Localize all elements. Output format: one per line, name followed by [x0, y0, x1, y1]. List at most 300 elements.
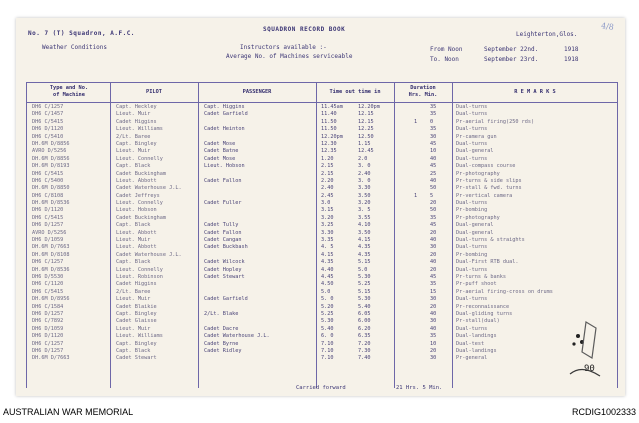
- table-row: [16, 207, 625, 214]
- table-row: [16, 259, 625, 266]
- cell-type: DH6 D/1257: [32, 310, 64, 317]
- cell-mins: 5: [430, 192, 434, 199]
- cell-time-out: 7.10: [321, 347, 334, 354]
- cell-mins: 50: [430, 185, 437, 192]
- cell-time-in: 12.15: [358, 118, 374, 125]
- book-title: SQUADRON RECORD BOOK: [263, 26, 346, 33]
- cell-time-in: 3.20: [358, 200, 371, 207]
- table-row: [16, 244, 625, 251]
- cell-pilot: Capt. Black: [116, 163, 151, 170]
- cell-type: DH6 D/1120: [32, 207, 64, 214]
- cell-remarks: Pr-vertical camera: [456, 192, 513, 199]
- cell-pilot: Lieut. Muir: [116, 237, 151, 244]
- cell-time-out: 5.0: [321, 288, 331, 295]
- cell-mins: 0: [430, 118, 434, 125]
- cell-time-out: 12.35: [321, 148, 337, 155]
- cell-time-out: 2.15: [321, 170, 334, 177]
- cell-mins: 30: [430, 296, 437, 303]
- cell-type: DH.6M D/8536: [32, 266, 70, 273]
- cell-type: DH6 D/5530: [32, 273, 64, 280]
- cell-time-in: 4.35: [358, 251, 371, 258]
- cell-passenger: Cadet Ridley: [204, 347, 242, 354]
- cell-mins: 10: [430, 340, 437, 347]
- cell-remarks: Dual-landings: [456, 347, 497, 354]
- cell-time-in: 12.50: [358, 133, 374, 140]
- col-type-line1: Type and No.: [49, 85, 89, 91]
- cell-mins: 20: [430, 303, 437, 310]
- cell-passenger: Cadet Fuller: [204, 200, 242, 207]
- cell-type: DH6 D/1257: [32, 347, 64, 354]
- cell-remarks: Dual-turns: [456, 244, 488, 251]
- cell-passenger: Cadet Wilcock: [204, 259, 245, 266]
- table-row: [16, 296, 625, 303]
- cell-pilot: Lieut. Muir: [116, 296, 151, 303]
- cell-type: DH.6M D/8193: [32, 163, 70, 170]
- table-row: [16, 215, 625, 222]
- cell-type: AVRO D/5256: [32, 229, 67, 236]
- cell-type: DH6 C/5415: [32, 214, 64, 221]
- cell-time-in: 5.0: [358, 266, 368, 273]
- cell-type: DH6 C/1257: [32, 340, 64, 347]
- cell-pilot: Cadet Buckingham: [116, 214, 166, 221]
- cell-pilot: Lieut. Williams: [116, 333, 163, 340]
- cell-type: DH6 D/1059: [32, 325, 64, 332]
- table-top-rule: [26, 82, 618, 83]
- cell-mins: 30: [430, 355, 437, 362]
- weather-label: Weather Conditions: [42, 44, 108, 51]
- cell-time-out: 2.40: [321, 185, 334, 192]
- cell-mins: 50: [430, 207, 437, 214]
- cell-time-out: 5.40: [321, 325, 334, 332]
- cell-remarks: Pr-reconnaissance: [456, 303, 510, 310]
- table-row: [16, 148, 625, 155]
- col-duration-line1: Duration: [410, 85, 436, 91]
- cell-time-in: 3.55: [358, 214, 371, 221]
- cell-time-out: 2.20: [321, 177, 334, 184]
- instructors-label: Instructors available :-: [240, 44, 327, 51]
- table-row: [16, 304, 625, 311]
- handwritten-note: 4/8: [600, 21, 615, 32]
- table-row: [16, 171, 625, 178]
- cell-time-in: 12.20pm: [358, 104, 380, 110]
- table-row: [16, 289, 625, 296]
- ink-stamp: [566, 318, 606, 388]
- cell-mins: 40: [430, 177, 437, 184]
- cell-pilot: Lieut. Abbott: [116, 177, 157, 184]
- cell-time-in: 3.30: [358, 185, 371, 192]
- cell-remarks: Pr-aerial firing-cross on drums: [456, 288, 553, 295]
- col-type-line2: of Machine: [53, 92, 85, 98]
- table-row: [16, 348, 625, 355]
- cell-mins: 40: [430, 310, 437, 317]
- cell-time-out: 4. 5: [321, 244, 334, 251]
- cell-type: DH6 C/8108: [32, 192, 64, 199]
- cell-remarks: Dual-gliding turns: [456, 310, 513, 317]
- cell-remarks: Dual-turns: [456, 140, 488, 147]
- cell-type: DH6 C/1584: [32, 303, 64, 310]
- cell-pilot: Lieut. Connelly: [116, 155, 163, 162]
- cell-type: DH6 C/7892: [32, 318, 64, 325]
- cell-time-in: 5.25: [358, 281, 371, 288]
- cell-time-in: 12.15: [358, 111, 374, 118]
- cell-mins: 45: [430, 163, 437, 170]
- cell-passenger: Cadet Fallon: [204, 177, 242, 184]
- table-row: [16, 126, 625, 133]
- cell-time-in: 6.35: [358, 333, 371, 340]
- cell-time-in: 4.10: [358, 222, 371, 229]
- location: Leighterton,Glos.: [516, 31, 578, 38]
- squadron-name: No. 7 (T) Squadron, A.F.C.: [28, 30, 135, 37]
- table-row: [16, 311, 625, 318]
- average-label: Average No. of Machines serviceable: [226, 53, 353, 60]
- table-row: [16, 326, 625, 333]
- table-row: [16, 237, 625, 244]
- cell-time-in: 6.20: [358, 325, 371, 332]
- cell-mins: 35: [430, 104, 437, 110]
- cell-passenger: Cadet Cangan: [204, 237, 242, 244]
- cell-pilot: Cadet Blaikie: [116, 303, 157, 310]
- cell-time-in: 2.40: [358, 170, 371, 177]
- cell-passenger: 2/Lt. Blake: [204, 310, 239, 317]
- cell-time-in: 1.15: [358, 140, 371, 147]
- cell-type: DH6 C/5415: [32, 170, 64, 177]
- cell-mins: 15: [430, 288, 437, 295]
- cell-time-out: 4.45: [321, 273, 334, 280]
- table-row: [16, 119, 625, 126]
- cell-time-out: 12.20pm: [321, 133, 343, 140]
- cell-type: DH6 D/1059: [32, 237, 64, 244]
- col-time: Time out time in: [329, 89, 381, 95]
- cell-time-out: 3.30: [321, 229, 334, 236]
- cell-time-out: 4.15: [321, 251, 334, 258]
- table-row: [16, 318, 625, 325]
- cell-pilot: Lieut. Abbott: [116, 229, 157, 236]
- cell-remarks: Pr-camera gun: [456, 133, 497, 140]
- table-row: [16, 355, 625, 362]
- table-row: [16, 200, 625, 207]
- cell-remarks: Pr-aerial firing(250 rds): [456, 118, 535, 125]
- cell-pilot: Lieut. Williams: [116, 126, 163, 133]
- cell-pilot: Capt. Bingley: [116, 310, 157, 317]
- cell-time-out: 4.35: [321, 259, 334, 266]
- cell-mins: 35: [430, 333, 437, 340]
- cell-remarks: Dual-turns: [456, 155, 488, 162]
- cell-type: DH6 C/5415: [32, 288, 64, 295]
- cell-remarks: Pr-general: [456, 355, 488, 362]
- table-row: [16, 252, 625, 259]
- cell-time-in: 4.15: [358, 237, 371, 244]
- cell-type: DH6 C/1257: [32, 259, 64, 266]
- from-date: September 22nd.: [484, 46, 539, 53]
- cell-time-out: 3.35: [321, 237, 334, 244]
- cell-pilot: Capt. Black: [116, 347, 151, 354]
- cell-mins: 45: [430, 140, 437, 147]
- table-row: [16, 193, 625, 200]
- cell-time-in: 5.40: [358, 303, 371, 310]
- cell-type: DH6 C/1457: [32, 111, 64, 118]
- cell-pilot: Cadet Waterhouse J.L.: [116, 185, 182, 192]
- cell-time-in: 7.40: [358, 355, 371, 362]
- cell-type: DH.6M D/8108: [32, 251, 70, 258]
- cell-time-in: 5.30: [358, 296, 371, 303]
- cell-remarks: Pr-turns & side slips: [456, 177, 522, 184]
- cell-passenger: Cadet Tully: [204, 222, 239, 229]
- cell-type: DH.6M D/8856: [32, 140, 70, 147]
- cell-time-out: 11.45am: [321, 104, 343, 110]
- table-row: [16, 230, 625, 237]
- to-year: 1918: [564, 56, 579, 63]
- cell-hrs: 1: [414, 118, 418, 125]
- to-label: To. Noon: [430, 56, 459, 63]
- cell-time-out: 4.50: [321, 281, 334, 288]
- cell-type: DH.6M D/8956: [32, 296, 70, 303]
- cell-time-out: 11.50: [321, 118, 337, 125]
- cell-passenger: Cadet Stewart: [204, 273, 245, 280]
- cell-remarks: Dual-turns: [456, 325, 488, 332]
- cell-time-in: 5.15: [358, 259, 371, 266]
- cell-remarks: Pr-stall(dual): [456, 318, 500, 325]
- table-row: [16, 281, 625, 288]
- cell-pilot: Cadet Waterhouse J.L.: [116, 251, 182, 258]
- cell-type: DH6 D/1120: [32, 333, 64, 340]
- cell-remarks: Pr-stall & fwd. turns: [456, 185, 522, 192]
- table-row: [16, 274, 625, 281]
- cell-remarks: Dual-turns & straights: [456, 237, 525, 244]
- cell-pilot: Lieut. Muir: [116, 148, 151, 155]
- cell-passenger: Cadet Fallon: [204, 229, 242, 236]
- cell-type: DH.6M D/7663: [32, 355, 70, 362]
- table-row: [16, 141, 625, 148]
- cell-remarks: Dual-turns: [456, 126, 488, 133]
- cell-type: DH.6M D/8856: [32, 155, 70, 162]
- cell-mins: 25: [430, 170, 437, 177]
- cell-mins: 20: [430, 266, 437, 273]
- cell-passenger: Cadet Buckbash: [204, 244, 248, 251]
- cell-pilot: 2/Lt. Baree: [116, 288, 151, 295]
- cell-pilot: Lieut. Connelly: [116, 266, 163, 273]
- cell-pilot: Cadet Jeffreys: [116, 192, 160, 199]
- cell-remarks: Dual-general: [456, 148, 494, 155]
- cell-time-in: 3. 5: [358, 207, 371, 214]
- cell-pilot: Lieut. Hobson: [116, 207, 157, 214]
- cell-mins: 30: [430, 244, 437, 251]
- cell-type: DH6 C/5410: [32, 133, 64, 140]
- cell-hrs: 1: [414, 192, 418, 199]
- cell-time-out: 5.20: [321, 303, 334, 310]
- cell-remarks: Pr-photography: [456, 214, 500, 221]
- cell-remarks: Dual-First RTB dual.: [456, 259, 519, 266]
- cell-pilot: Lieut. Connelly: [116, 200, 163, 207]
- cell-time-out: 6. 0: [321, 333, 334, 340]
- cell-pilot: Capt. Bingley: [116, 340, 157, 347]
- cell-mins: 40: [430, 325, 437, 332]
- cell-mins: 45: [430, 273, 437, 280]
- cell-passenger: Capt. Higgins: [204, 104, 245, 110]
- cell-type: DH.6M D/7663: [32, 244, 70, 251]
- cell-pilot: Capt. Heckley: [116, 104, 157, 110]
- stamp-number: 90: [584, 364, 595, 374]
- cell-type: DH6 C/5415: [32, 118, 64, 125]
- cell-remarks: Dual-compass course: [456, 163, 516, 170]
- cell-passenger: Cadet Batne: [204, 148, 239, 155]
- cell-mins: 40: [430, 237, 437, 244]
- cell-pilot: Lieut. Muir: [116, 325, 151, 332]
- cell-pilot: Cadet Glaisse: [116, 318, 157, 325]
- table-row: [16, 111, 625, 118]
- cell-passenger: Cadet Heinton: [204, 126, 245, 133]
- cell-time-out: 7.10: [321, 355, 334, 362]
- cell-type: DH6 C/5400: [32, 177, 64, 184]
- cell-remarks: Pr-photography: [456, 170, 500, 177]
- cell-type: DH6 D/1120: [32, 126, 64, 133]
- from-label: From Noon: [430, 46, 463, 53]
- cell-passenger: Cadet Garfield: [204, 111, 248, 118]
- cell-mins: 20: [430, 200, 437, 207]
- cell-remarks: Dual-landings: [456, 333, 497, 340]
- cell-passenger: Cadet Mose: [204, 140, 236, 147]
- table-row: [16, 333, 625, 340]
- credit-right: RCDIG1002333: [571, 407, 636, 417]
- cell-remarks: Dual-general: [456, 229, 494, 236]
- cell-type: DH.6M D/8850: [32, 185, 70, 192]
- record-book-page: [16, 18, 625, 396]
- cell-time-out: 12.30: [321, 140, 337, 147]
- cell-mins: 35: [430, 126, 437, 133]
- cell-pilot: Capt. Black: [116, 222, 151, 229]
- cell-mins: 45: [430, 222, 437, 229]
- cell-remarks: Pr-puff shoot: [456, 281, 497, 288]
- col-pilot: PILOT: [146, 89, 162, 95]
- table-row: [16, 104, 625, 111]
- flight-log-table: [16, 104, 625, 363]
- cell-time-out: 3.15: [321, 207, 334, 214]
- cell-pilot: Cadet Higgins: [116, 281, 157, 288]
- cell-time-out: 3.20: [321, 214, 334, 221]
- col-remarks: R E M A R K S: [514, 89, 556, 95]
- cell-passenger: Cadet Hopley: [204, 266, 242, 273]
- cell-remarks: Pr-turns & banks: [456, 273, 506, 280]
- cell-time-in: 12.45: [358, 148, 374, 155]
- cell-mins: 20: [430, 229, 437, 236]
- table-row: [16, 267, 625, 274]
- cell-passenger: Lieut. Hobson: [204, 163, 245, 170]
- cell-mins: 35: [430, 281, 437, 288]
- to-date: September 23rd.: [484, 56, 539, 63]
- cell-type: DH6 C/1120: [32, 281, 64, 288]
- cell-pilot: Capt. Bingley: [116, 140, 157, 147]
- cell-remarks: Dual-turns: [456, 266, 488, 273]
- cell-type: AVRO D/5256: [32, 148, 67, 155]
- cell-mins: 40: [430, 259, 437, 266]
- carried-forward-label: Carried forward: [296, 385, 346, 391]
- cell-time-in: 7.20: [358, 340, 371, 347]
- cell-pilot: Cadet Stewart: [116, 355, 157, 362]
- cell-type: DH6 C/1257: [32, 104, 64, 110]
- cell-time-in: 7.30: [358, 347, 371, 354]
- table-row: [16, 178, 625, 185]
- cell-pilot: Cadet Higgins: [116, 118, 157, 125]
- cell-type: DH.6M D/8536: [32, 200, 70, 207]
- cell-remarks: Pr-bombing: [456, 251, 488, 258]
- cell-time-in: 5.15: [358, 288, 371, 295]
- cell-mins: 30: [430, 318, 437, 325]
- cell-pilot: Cadet Buckingham: [116, 170, 166, 177]
- cell-passenger: Cadet Dacre: [204, 325, 239, 332]
- cell-time-in: 3.50: [358, 229, 371, 236]
- cell-time-in: 2.0: [358, 155, 368, 162]
- cell-passenger: Cadet Byrne: [204, 340, 239, 347]
- cell-time-in: 6.00: [358, 318, 371, 325]
- cell-mins: 35: [430, 111, 437, 118]
- cell-remarks: Dual-test: [456, 340, 485, 347]
- cell-time-out: 11.40: [321, 111, 337, 118]
- cell-time-in: 4.35: [358, 244, 371, 251]
- cell-remarks: Dual-turns: [456, 200, 488, 207]
- cell-time-out: 3.0: [321, 200, 331, 207]
- table-header-rule: [26, 102, 618, 103]
- cell-mins: 35: [430, 214, 437, 221]
- cell-time-out: 3.25: [321, 222, 334, 229]
- cell-pilot: Capt. Black: [116, 259, 151, 266]
- cell-time-in: 6.05: [358, 310, 371, 317]
- cell-mins: 20: [430, 251, 437, 258]
- cell-remarks: Dual-turns: [456, 296, 488, 303]
- cell-time-out: 5.25: [321, 310, 334, 317]
- cell-time-in: 3. 0: [358, 177, 371, 184]
- cell-time-out: 2.15: [321, 163, 334, 170]
- cell-type: DH6 D/1257: [32, 222, 64, 229]
- cell-mins: 40: [430, 155, 437, 162]
- col-passenger: PASSENGER: [242, 89, 272, 95]
- from-year: 1918: [564, 46, 579, 53]
- table-row: [16, 163, 625, 170]
- table-row: [16, 185, 625, 192]
- cell-time-out: 5.30: [321, 318, 334, 325]
- cell-mins: 10: [430, 148, 437, 155]
- cell-time-out: 5. 0: [321, 296, 334, 303]
- cell-mins: 20: [430, 347, 437, 354]
- cell-time-out: 2.45: [321, 192, 334, 199]
- credit-left: AUSTRALIAN WAR MEMORIAL: [3, 407, 134, 417]
- cell-remarks: Pr-bombing: [456, 207, 488, 214]
- table-row: [16, 341, 625, 348]
- cell-time-out: 1.20: [321, 155, 334, 162]
- col-duration-line2: Hrs. Min.: [408, 92, 438, 98]
- cell-time-in: 3.50: [358, 192, 371, 199]
- cell-remarks: Dual-general: [456, 222, 494, 229]
- cell-pilot: Lieut. Abbott: [116, 244, 157, 251]
- cell-mins: 30: [430, 133, 437, 140]
- cell-time-in: 12.25: [358, 126, 374, 133]
- cell-remarks: Dual-turns: [456, 111, 488, 118]
- cell-passenger: Cadet Garfield: [204, 296, 248, 303]
- table-row: [16, 134, 625, 141]
- table-row: [16, 156, 625, 163]
- carried-forward-total: 21 Hrs. 5 Min.: [396, 385, 443, 391]
- cell-time-out: 7.10: [321, 340, 334, 347]
- cell-passenger: Cadet Mose: [204, 155, 236, 162]
- cell-pilot: 2/Lt. Baree: [116, 133, 151, 140]
- cell-remarks: Dual-turns: [456, 104, 488, 110]
- cell-time-in: 3. 0: [358, 163, 371, 170]
- table-row: [16, 222, 625, 229]
- cell-time-out: 4.40: [321, 266, 334, 273]
- cell-pilot: Lieut. Robinson: [116, 273, 163, 280]
- cell-time-out: 11.50: [321, 126, 337, 133]
- cell-passenger: Cadet Waterhouse J.L.: [204, 333, 270, 340]
- cell-pilot: Lieut. Muir: [116, 111, 151, 118]
- cell-time-in: 5.30: [358, 273, 371, 280]
